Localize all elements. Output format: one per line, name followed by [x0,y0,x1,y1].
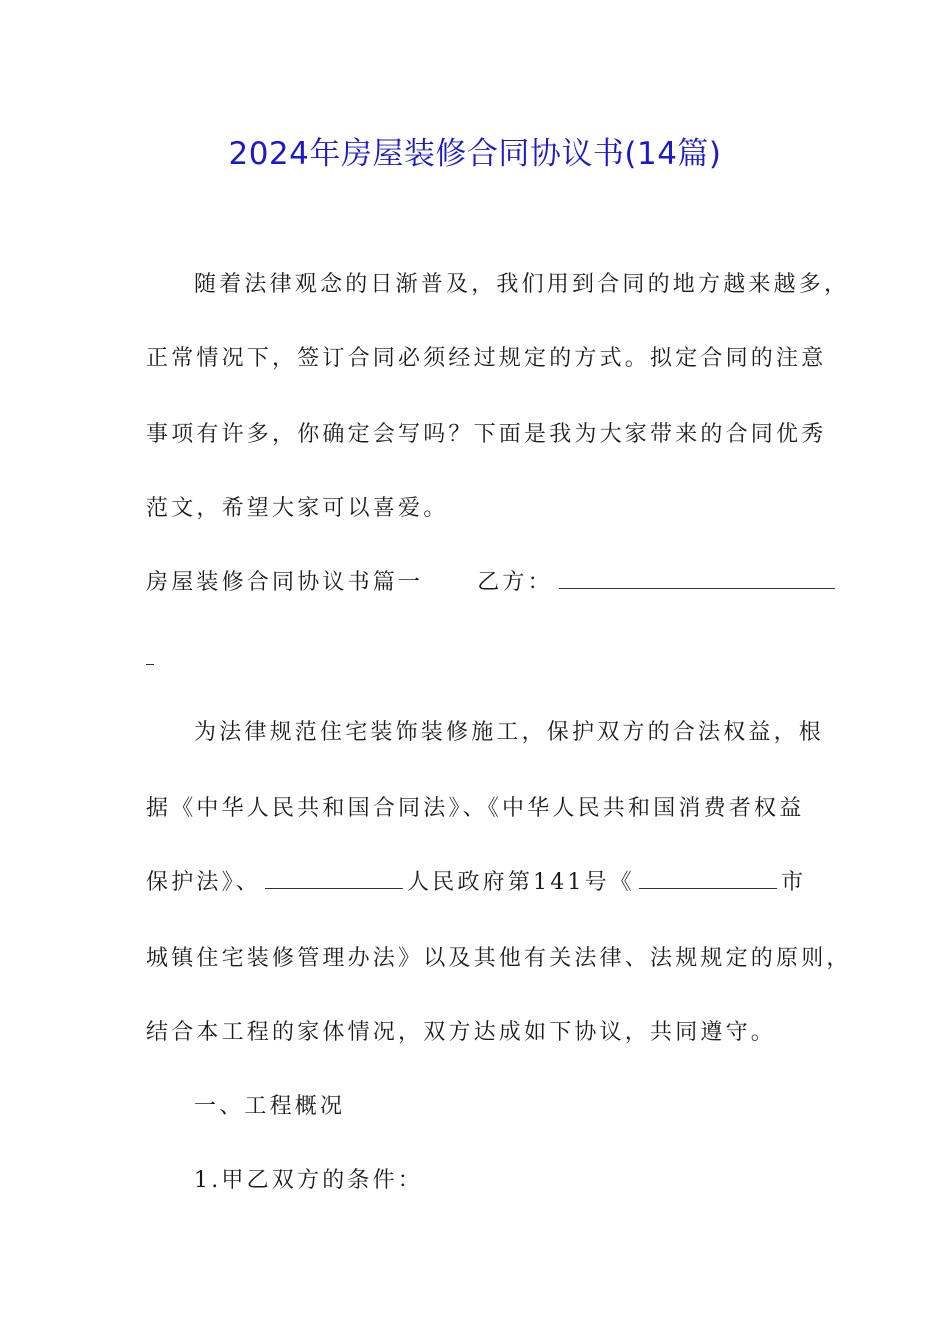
intro-line-2: 正常情况下，签订合同必须经过规定的方式。拟定合同的注意 [146,346,827,371]
intro-line-3: 事项有许多，你确定会写吗？下面是我为大家带来的合同优秀 [146,422,827,447]
clause-heading: 一、工程概况 [194,1094,346,1119]
party-b-blank [559,568,835,589]
party-b-label: 乙方： [477,570,553,595]
intro-line-4: 范文，希望大家可以喜爱。 [146,496,449,521]
document-title: 2024年房屋装修合同协议书(14篇) [228,136,722,172]
section-heading-row [146,568,835,598]
body-line-1: 为法律规范住宅装饰装修施工，保护双方的合法权益，根 [194,720,825,745]
body-line-3-part-3: 市 [781,870,807,895]
body-line-3-part-1: 保护法》、 [146,870,262,895]
body-line-2: 据《中华人民共和国合同法》、《中华人民共和国消费者权益 [146,796,805,821]
blank-continuation [146,644,154,665]
section-heading: 房屋装修合同协议书篇一 [146,570,424,595]
government-blank [265,868,403,889]
city-blank [639,868,777,889]
party-b-blank-continuation [146,644,154,674]
body-line-5: 结合本工程的家体情况，双方达成如下协议，共同遵守。 [146,1020,777,1045]
clause-item: 1.甲乙双方的条件： [194,1168,423,1193]
body-line-4: 城镇住宅装修管理办法》以及其他有关法律、法规规定的原则， [146,946,852,971]
intro-line-1: 随着法律观念的日渐普及，我们用到合同的地方越来越多， [194,272,850,297]
body-line-3 [146,868,806,898]
body-line-3-part-2: 人民政府第141号《 [407,870,636,895]
